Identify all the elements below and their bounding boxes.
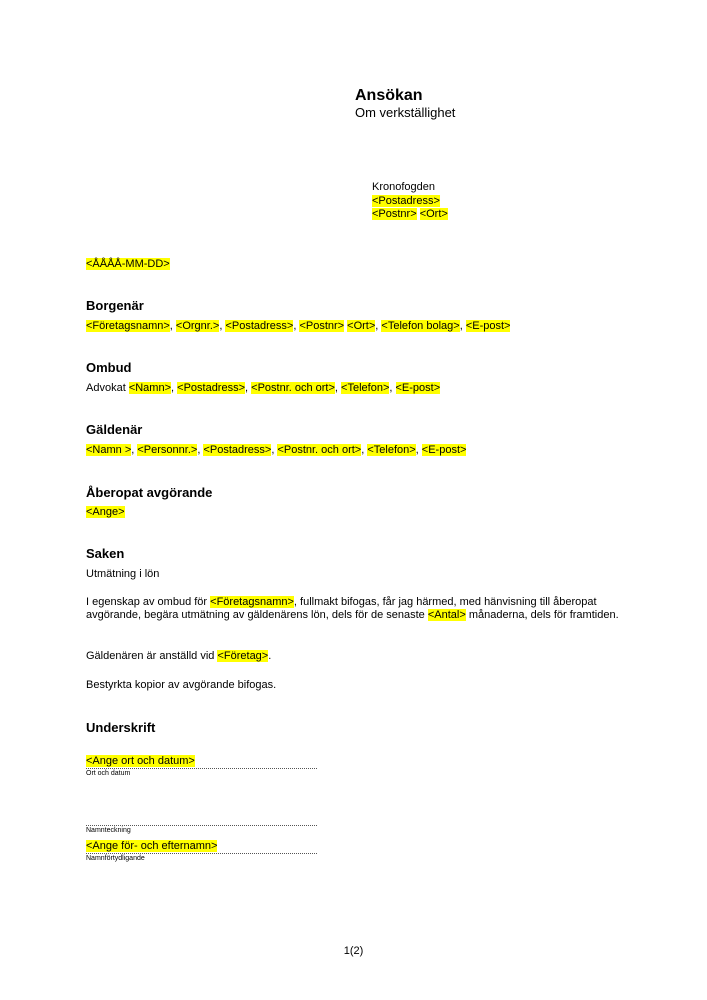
galdenar-details: <Namn >, <Personnr.>, <Postadress>, <Postnr. och ort>, <Telefon>, <E-post> [86,444,467,456]
borgenar-heading: Borgenär [86,298,144,313]
recipient-address: <Postadress> [372,194,440,207]
saken-p2-company: <Företag> [217,650,269,662]
recipient-address-block [372,181,448,222]
galdenar-address: <Postadress> [203,444,272,456]
aberopat-details [86,505,125,519]
recipient-ort: <Ort> [419,208,448,220]
galdenar-personnr: <Personnr.> [137,444,198,456]
galdenar-name: <Namn > [86,444,132,456]
saken-paragraph-1 [86,596,626,622]
borgenar-email: <E-post> [465,320,511,332]
ombud-heading: Ombud [86,360,132,375]
place-date-caption: Ort och datum [86,770,131,777]
date-placeholder: <ÅÅÅÅ-MM-DD> [86,258,170,270]
borgenar-orgnr: <Orgnr.> [175,320,220,332]
saken-p1-text-b: , fullmakt bifogas, får jag härmed, med hänvisning till åberopat avgörande, begära utmätning av gäldenärens lön, dels för de senaste [86,596,597,621]
aberopat-value: <Ange> [86,506,125,518]
borgenar-postnr: <Postnr> [299,320,345,332]
saken-paragraph-2 [86,650,626,663]
saken-p1-text-a: I egenskap av ombud för [86,596,211,608]
name-clarification-placeholder: <Ange för- och efternamn> [86,840,218,852]
name-clarification-field [86,839,217,853]
saken-p2-text-b: . [268,650,272,662]
underskrift-heading: Underskrift [86,720,156,735]
place-date-placeholder: <Ange ort och datum> [86,755,195,767]
date-field [86,257,170,271]
recipient-name: Kronofogden [372,181,435,193]
place-date-field [86,754,195,768]
document-subtitle: Om verkställighet [355,105,456,120]
document-title: Ansökan [355,87,423,104]
ombud-prefix: Advokat [86,382,126,394]
galdenar-email: <E-post> [421,444,467,456]
signature-caption: Namnteckning [86,827,131,834]
saken-p1-text-c: månaderna, dels för framtiden. [465,609,619,621]
ombud-postnr-ort: <Postnr. och ort> [251,382,335,394]
saken-heading: Saken [86,546,125,561]
page-number: 1(2) [343,945,364,957]
ombud-name: <Namn> [128,382,172,394]
saken-p2-text-a: Gäldenären är anställd vid [86,650,218,662]
borgenar-phone: <Telefon bolag> [381,320,460,332]
saken-p1-antal: <Antal> [427,609,466,621]
aberopat-heading: Åberopat avgörande [86,485,213,500]
galdenar-heading: Gäldenär [86,422,143,437]
borgenar-company: <Företagsnamn> [86,320,170,332]
borgenar-ort: <Ort> [347,320,376,332]
ombud-details: Advokat <Namn>, <Postadress>, <Postnr. och ort>, <Telefon>, <E-post> [86,382,441,394]
ombud-phone: <Telefon> [341,382,390,394]
borgenar-details: <Företagsnamn>, <Orgnr.>, <Postadress>, <Postnr> <Ort>, <Telefon bolag>, <E-post> [86,320,511,332]
ombud-address: <Postadress> [177,382,246,394]
borgenar-address: <Postadress> [225,320,294,332]
ombud-email: <E-post> [395,382,441,394]
recipient-postnr: <Postnr> [372,208,417,220]
galdenar-phone: <Telefon> [367,444,416,456]
saken-p1-company: <Företagsnamn> [210,596,294,608]
saken-paragraph-3: Bestyrkta kopior av avgörande bifogas. [86,679,277,691]
saken-line: Utmätning i lön [86,568,160,580]
name-clarification-caption: Namnförtydligande [86,855,145,862]
galdenar-postnr-ort: <Postnr. och ort> [277,444,362,456]
